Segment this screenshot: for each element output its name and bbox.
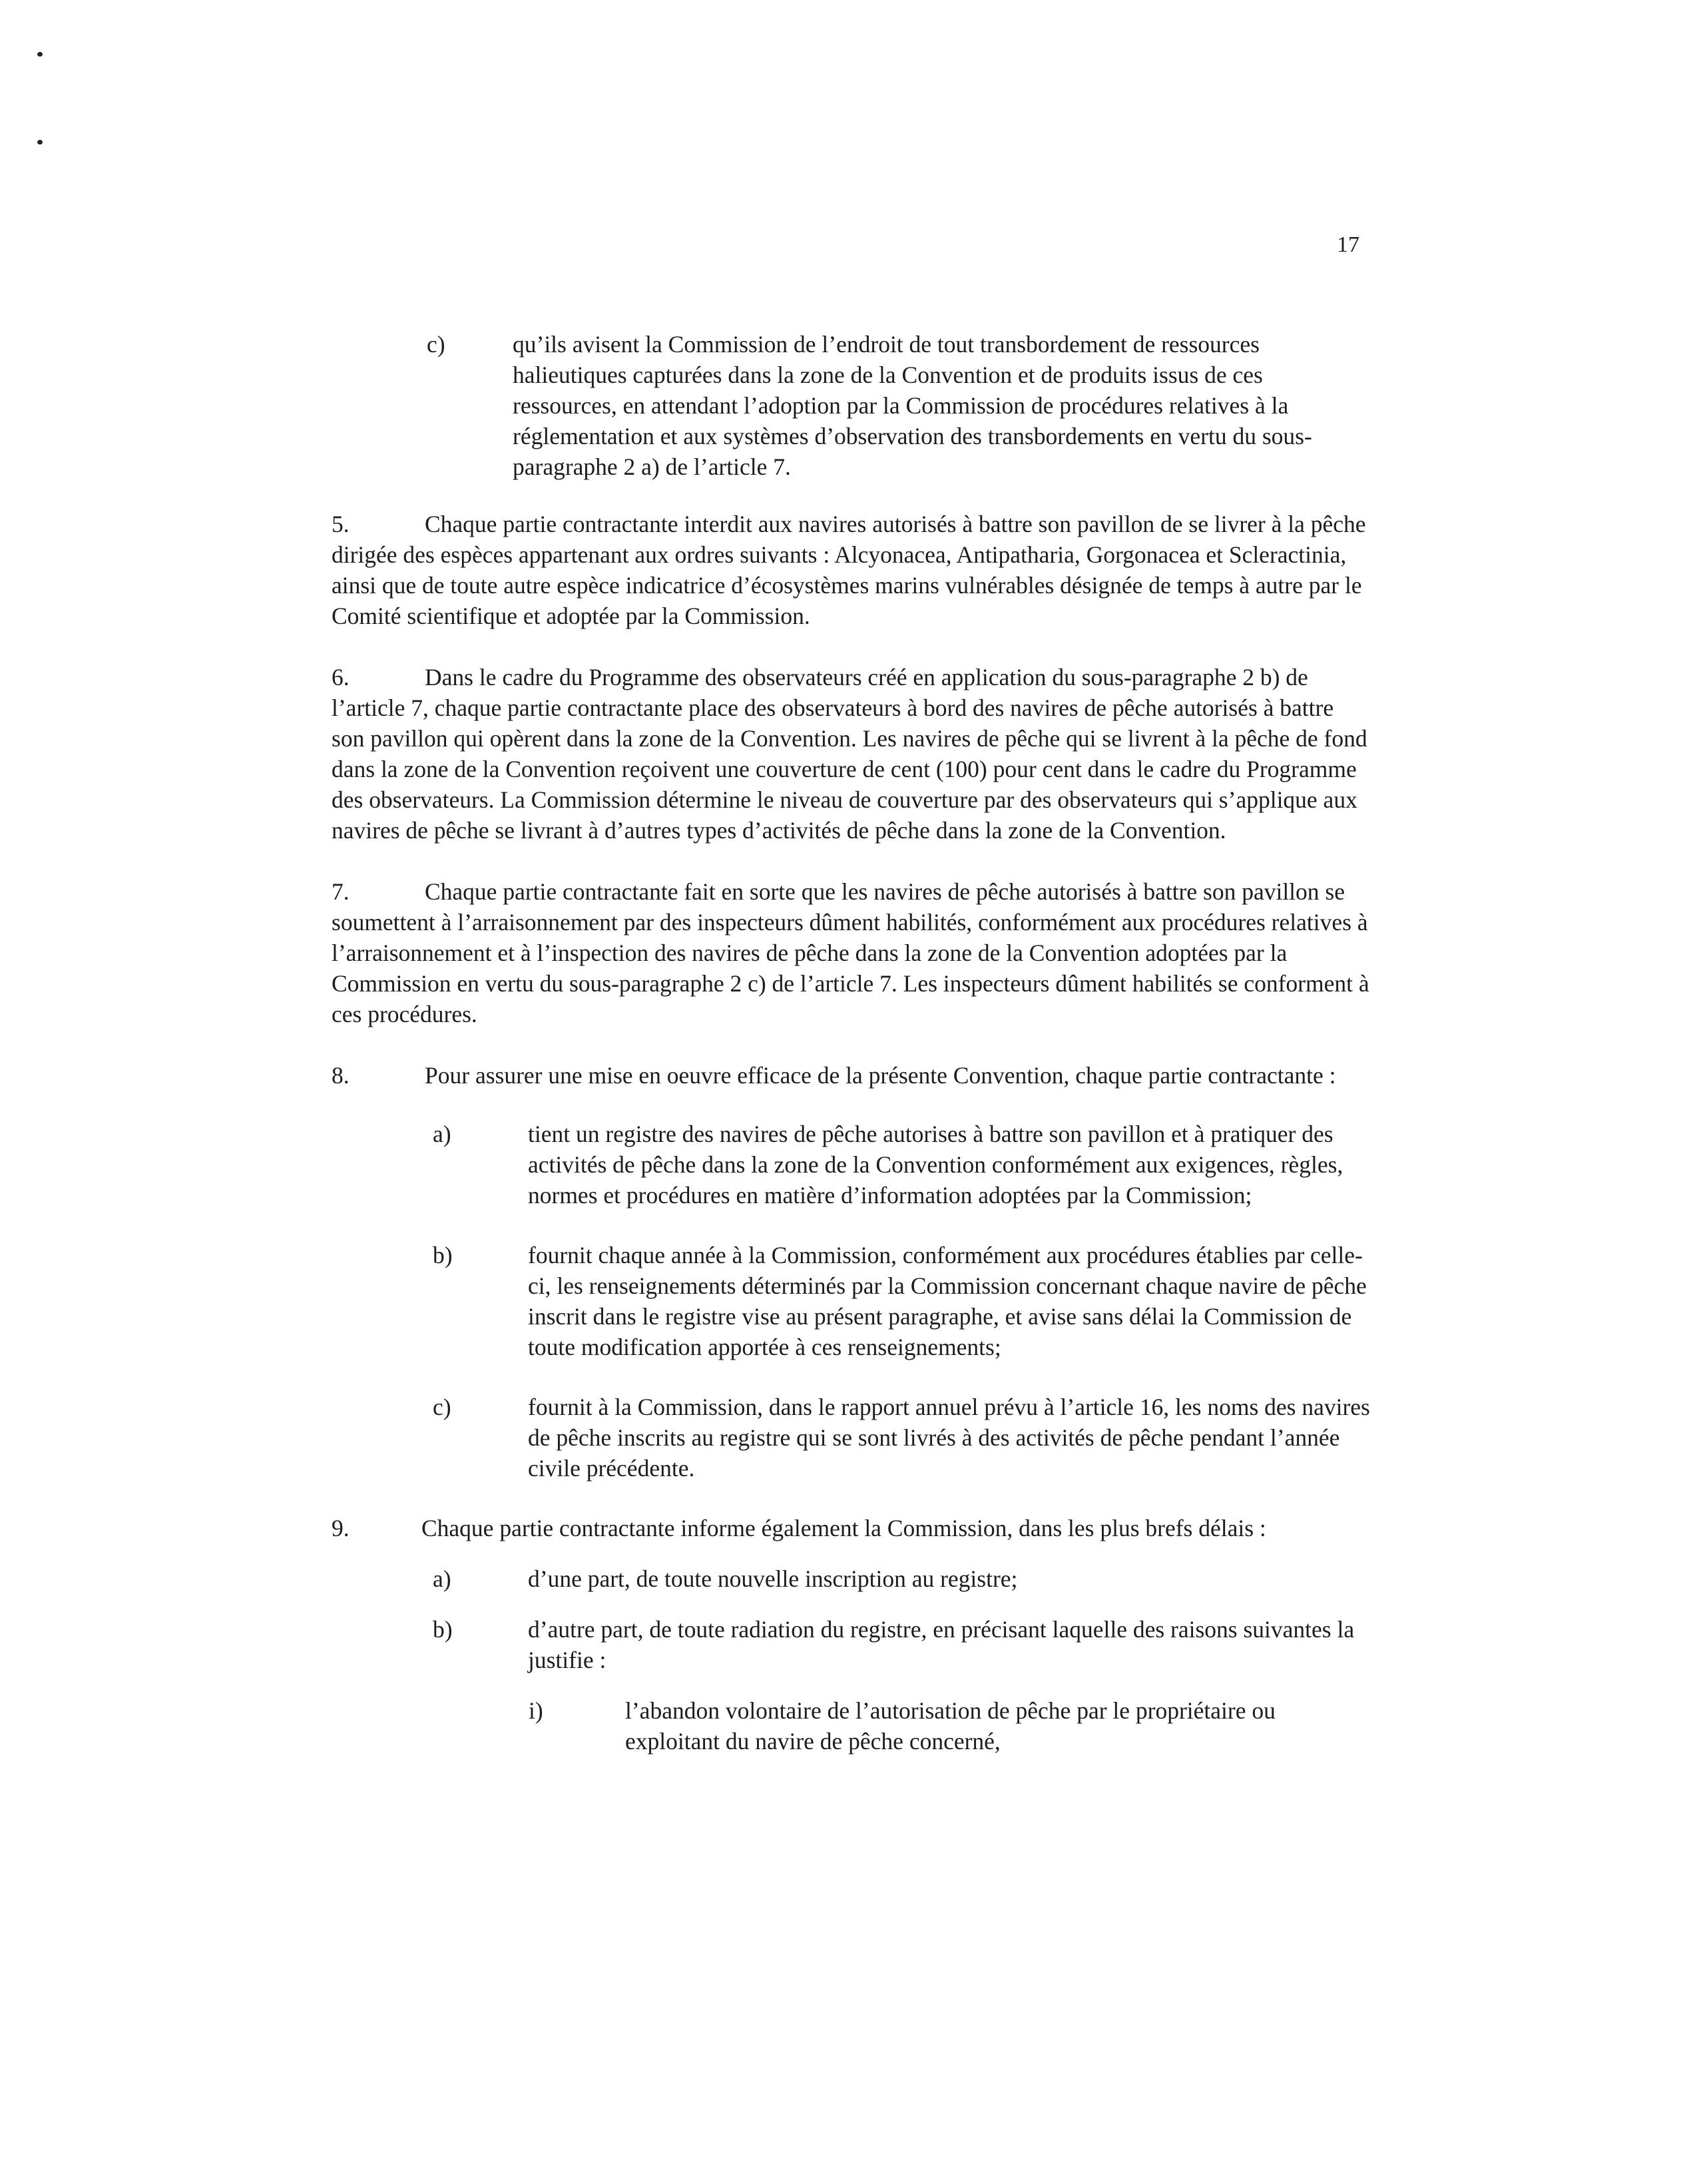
list-item	[433, 1392, 1370, 1484]
list-item	[433, 1563, 1370, 1594]
paragraph-text: Chaque partie contractante informe également la Commission, dans les plus brefs délais :	[421, 1515, 1266, 1541]
list-item	[529, 1695, 1370, 1757]
item-label: c)	[433, 1394, 451, 1420]
list-item	[433, 1614, 1370, 1675]
item-label: a)	[433, 1565, 451, 1592]
paragraph-number: 7.	[332, 878, 350, 905]
list-item	[433, 1119, 1370, 1211]
item-text: fournit chaque année à la Commission, conformément aux procédures établies par celle-ci, les renseignements déterminés par la Commission concernant chaque navire de pêche inscrit dans le registre vise au présent paragraphe, et avise sans délai la Commission de toute modification apportée à ces renseignements;	[528, 1242, 1367, 1360]
page-number: 17	[1337, 232, 1359, 257]
list-item	[427, 329, 1370, 482]
item-label: a)	[433, 1121, 451, 1147]
paragraph-number: 9.	[332, 1515, 350, 1541]
scan-speck	[37, 140, 43, 144]
document-body	[332, 329, 1370, 1783]
paragraph-8	[332, 1060, 1370, 1091]
scan-speck	[37, 52, 43, 57]
paragraph-text: Chaque partie contractante fait en sorte que les navires de pêche autorisés à battre son pavillon se soumettent à l’arraisonnement par des inspecteurs dûment habilités, conformément aux procédures relatives à l’arraisonnement et à l’inspection des navires de pêche dans la zone de la Convention adoptées par la Commission en vertu du sous-paragraphe 2 c) de l’article 7. Les inspecteurs dûment habilités se conforment à ces procédures.	[332, 878, 1369, 1027]
paragraph-5	[332, 509, 1370, 631]
paragraph-9	[332, 1513, 1370, 1543]
item-text: tient un registre des navires de pêche autorises à battre son pavillon et à pratiquer des activités de pêche dans la zone de la Convention conformément aux exigences, règles, normes et procédures en matière d’information adoptées par la Commission;	[528, 1121, 1343, 1209]
paragraph-text: Chaque partie contractante interdit aux navires autorisés à battre son pavillon de se livrer à la pêche dirigée des espèces appartenant aux ordres suivants : Alcyonacea, Antipatharia, Gorgonacea et Scleractinia, ainsi que de toute autre espèce indicatrice d’écosystèmes marins vulnérables désignée de temps à autre par le Comité scientifique et adoptée par la Commission.	[332, 511, 1366, 629]
item-text: d’une part, de toute nouvelle inscription au registre;	[528, 1565, 1018, 1592]
item-label: c)	[427, 331, 445, 358]
paragraph-text: Dans le cadre du Programme des observateurs créé en application du sous-paragraphe 2 b) de l’article 7, chaque partie contractante place des observateurs à bord des navires de pêche autorisés à battre son pavillon qui opèrent dans la zone de la Convention. Les navires de pêche qui se livrent à la pêche de fond dans la zone de la Convention reçoivent une couverture de cent (100) pour cent dans le cadre du Programme des observateurs. La Commission détermine le niveau de couverture par des observateurs qui s’applique aux navires de pêche se livrant à d’autres types d’activités de pêche dans la zone de la Convention.	[332, 664, 1367, 844]
paragraph-6	[332, 662, 1370, 846]
paragraph-number: 5.	[332, 511, 350, 537]
paragraph-text: Pour assurer une mise en oeuvre efficace de la présente Convention, chaque partie contractante :	[425, 1062, 1336, 1089]
item-text: l’abandon volontaire de l’autorisation de pêche par le propriétaire ou exploitant du navire de pêche concerné,	[625, 1697, 1276, 1755]
paragraph-7	[332, 876, 1370, 1029]
item-text: d’autre part, de toute radiation du registre, en précisant laquelle des raisons suivantes la justifie :	[528, 1616, 1355, 1673]
item-label: b)	[433, 1616, 453, 1643]
item-label: i)	[529, 1697, 543, 1724]
item-text: qu’ils avisent la Commission de l’endroit de tout transbordement de ressources halieutiques capturées dans la zone de la Convention et de produits issus de ces ressources, en attendant l’adoption par la Commission de procédures relatives à la réglementation et aux systèmes d’observation des transbordements en vertu du sous-paragraphe 2 a) de l’article 7.	[513, 331, 1312, 480]
paragraph-number: 6.	[332, 664, 350, 690]
item-label: b)	[433, 1242, 453, 1268]
item-text: fournit à la Commission, dans le rapport annuel prévu à l’article 16, les noms des navires de pêche inscrits au registre qui se sont livrés à des activités de pêche pendant l’année civile précédente.	[528, 1394, 1370, 1482]
paragraph-number: 8.	[332, 1062, 350, 1089]
list-item	[433, 1240, 1370, 1362]
